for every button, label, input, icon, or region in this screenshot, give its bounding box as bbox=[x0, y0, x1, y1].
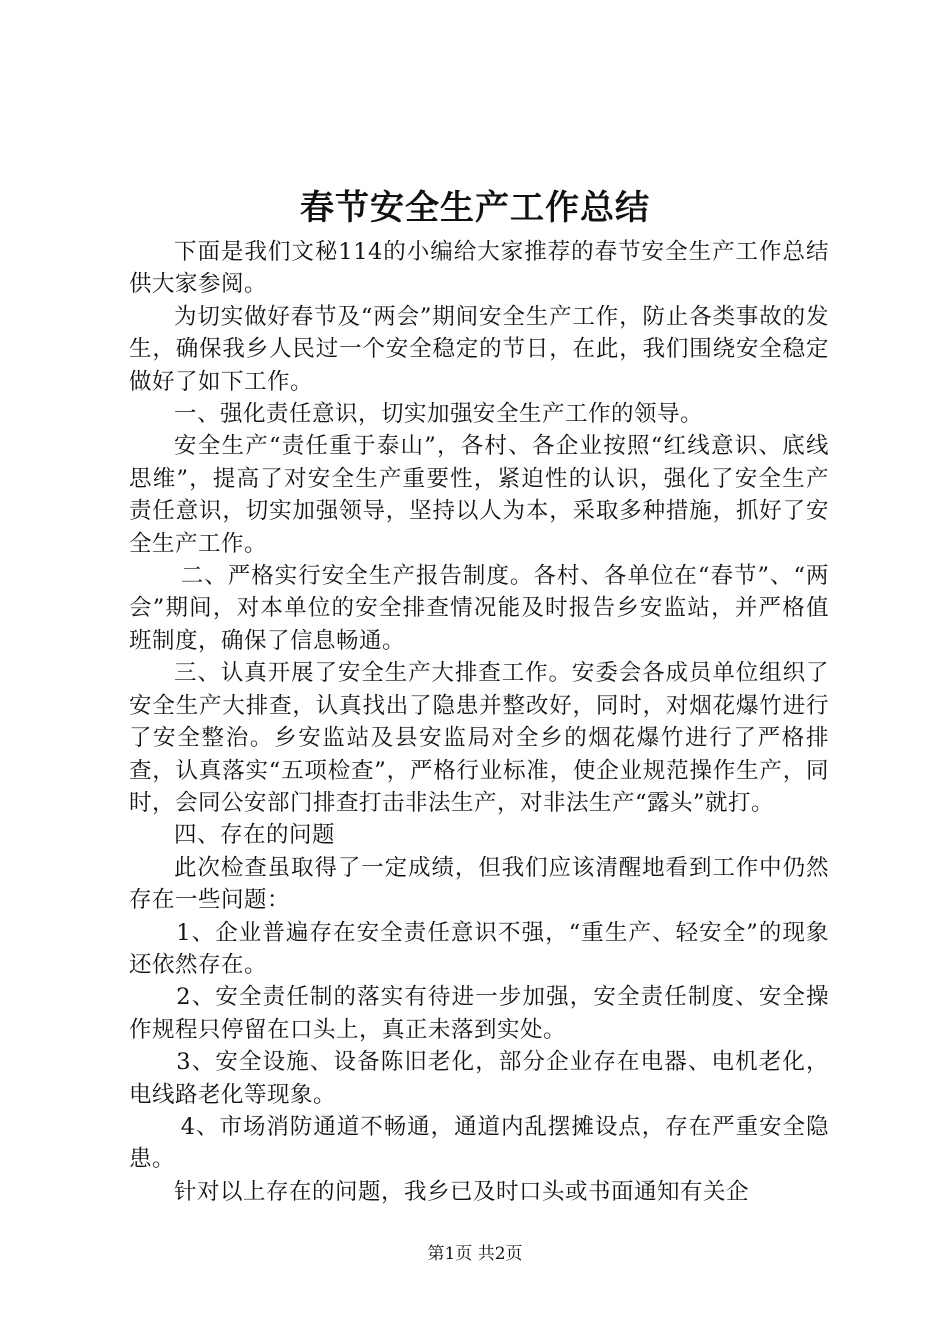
section-2-paragraph: 二、严格实行安全生产报告制度。各村、各单位在“春节”、“两会”期间，对本单位的安全排查情况能及时报告乡安监站，并严格值班制度，确保了信息畅通。 bbox=[129, 563, 829, 654]
section-1-paragraph: 安全生产“责任重于泰山”，各村、各企业按照“红线意识、底线思维”，提高了对安全生产重要性，紧迫性的认识，强化了安全生产责任意识，切实加强领导，坚持以人为本，采取多种措施，抓好了安全生产工作。 bbox=[129, 433, 829, 557]
problems-intro-paragraph: 此次检查虽取得了一定成绩，但我们应该清醒地看到工作中仍然存在一些问题： bbox=[129, 854, 829, 914]
document-title: 春节安全生产工作总结 bbox=[300, 188, 650, 228]
section-heading-4: 四、存在的问题 bbox=[174, 822, 336, 849]
document-body bbox=[129, 236, 829, 1208]
page-footer: 第1页 共2页 bbox=[427, 1244, 523, 1264]
problem-item-2: 2、安全责任制的落实有待进一步加强，安全责任制度、安全操作规程只停留在口头上，真正未落到实处。 bbox=[129, 984, 829, 1043]
section-3-paragraph: 三、认真开展了安全生产大排查工作。安委会各成员单位组织了安全生产大排查，认真找出了隐患并整改好，同时，对烟花爆竹进行了安全整治。乡安监站及县安监局对全乡的烟花爆竹进行了严格排查，认真落实“五项检查”，严格行业标准，使企业规范操作生产，同时，会同公安部门排查打击非法生产，对非法生产“露头”就打。 bbox=[129, 660, 829, 816]
section-heading-1: 一、强化责任意识，切实加强安全生产工作的领导。 bbox=[174, 401, 704, 428]
intro-paragraph: 下面是我们文秘114的小编给大家推荐的春节安全生产工作总结供大家参阅。 bbox=[129, 239, 829, 298]
problem-item-4: 4、市场消防通道不畅通，通道内乱摆摊设点，存在严重安全隐患。 bbox=[129, 1113, 829, 1173]
problem-item-1: 1、企业普遍存在安全责任意识不强，“重生产、轻安全”的现象还依然存在。 bbox=[129, 919, 829, 978]
problem-item-3: 3、安全设施、设备陈旧老化，部分企业存在电器、电机老化，电线路老化等现象。 bbox=[129, 1049, 829, 1108]
response-paragraph: 针对以上存在的问题，我乡已及时口头或书面通知有关企 bbox=[174, 1178, 750, 1205]
purpose-paragraph: 为切实做好春节及“两会”期间安全生产工作，防止各类事故的发生，确保我乡人民过一个安全稳定的节日，在此，我们围绕安全稳定做好了如下工作。 bbox=[129, 303, 829, 395]
